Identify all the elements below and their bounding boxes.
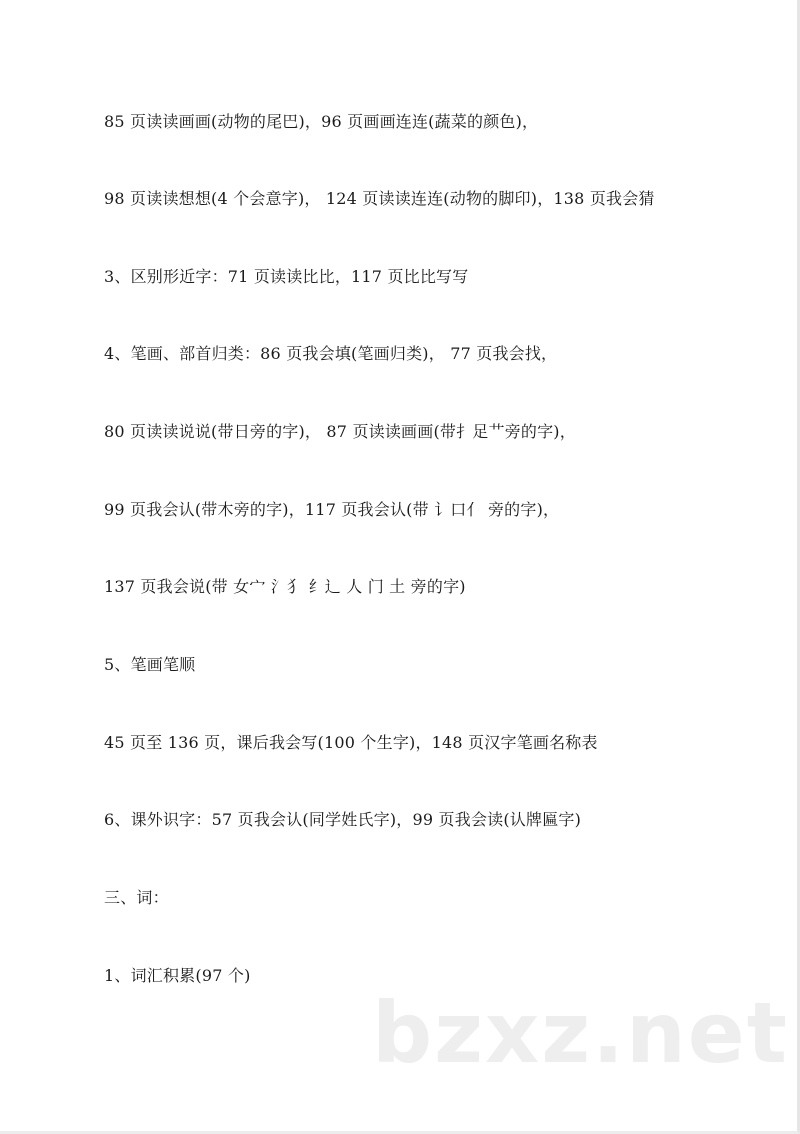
text-line: 6、课外识字：57 页我会认(同学姓氏字)，99 页我会读(认牌匾字) xyxy=(104,810,582,829)
text-line: 45 页至 136 页，课后我会写(100 个生字)，148 页汉字笔画名称表 xyxy=(104,733,598,752)
text-line: 80 页读读说说(带日旁的字)， 87 页读读画画(带扌足艹旁的字)， xyxy=(104,422,576,441)
text-line: 99 页我会认(带木旁的字)，117 页我会认(带 讠口亻 旁的字)， xyxy=(104,500,560,519)
text-line: 98 页读读想想(4 个会意字)， 124 页读读连连(动物的脚印)，138 页我会猜 xyxy=(104,189,655,208)
text-line: 1、词汇积累(97 个) xyxy=(104,966,251,985)
section-heading: 三、词： xyxy=(104,888,169,907)
text-line: 5、笔画笔顺 xyxy=(104,655,196,674)
text-line: 137 页我会说(带 女宀 氵犭 纟辶 人 门 土 旁的字) xyxy=(104,577,466,596)
text-line: 85 页读读画画(动物的尾巴)，96 页画画连连(蔬菜的颜色)， xyxy=(104,112,539,131)
text-line: 4、笔画、部首归类：86 页我会填(笔画归类)， 77 页我会找， xyxy=(104,344,558,363)
watermark: bzxz.net xyxy=(372,984,789,1082)
text-line: 3、区别形近字：71 页读读比比，117 页比比写写 xyxy=(104,267,469,286)
